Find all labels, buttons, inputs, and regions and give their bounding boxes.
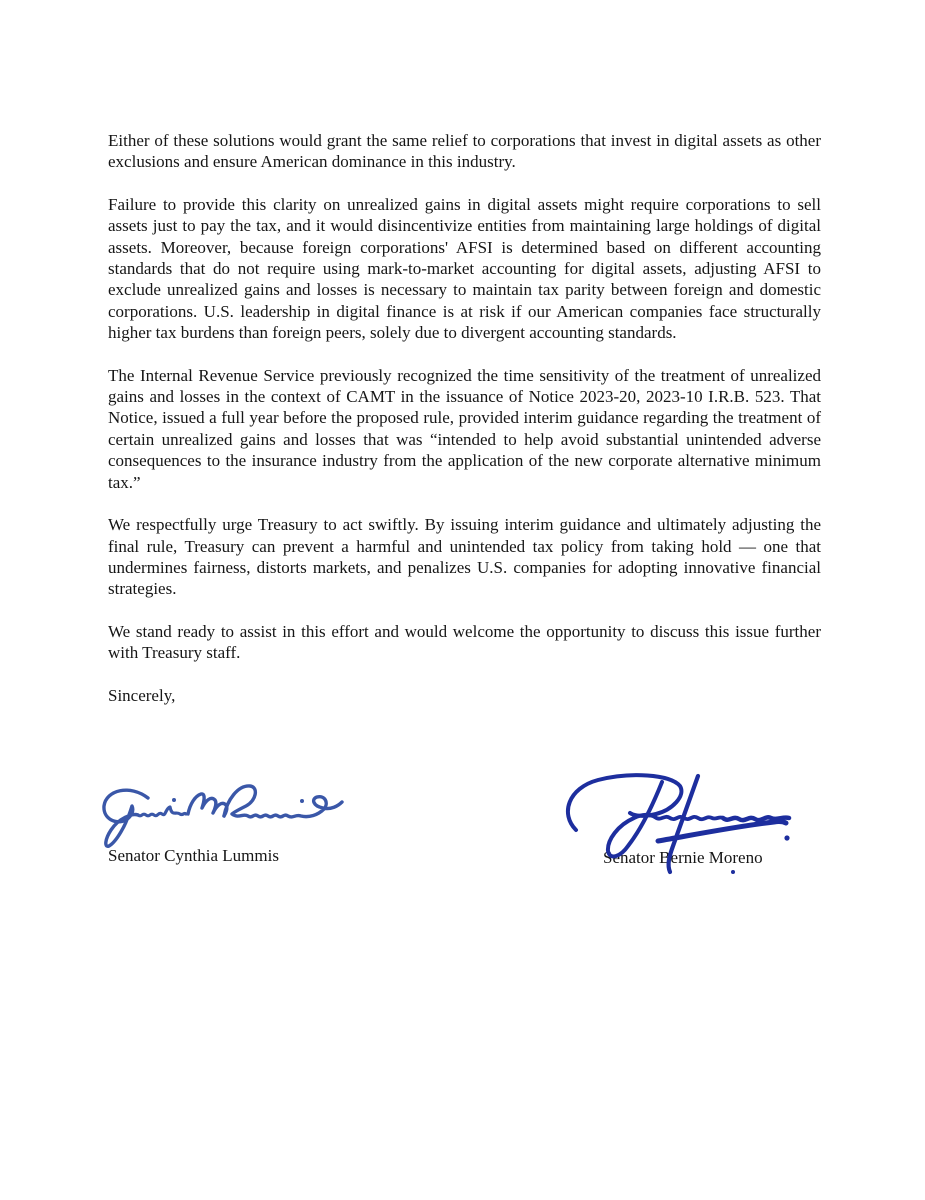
paragraph-4: We respectfully urge Treasury to act swiftly. By issuing interim guidance and ultimately adjusting the final rule, Treasury can prevent a harmful and unintended tax policy from taking hold — one that undermines fairness, distorts markets, and penalizes U.S. companies for adopting innovative financial strategies. xyxy=(108,515,821,599)
signature-block-lummis xyxy=(96,772,348,868)
lummis-i-dot-1 xyxy=(172,798,176,802)
moreno-dot-bottom xyxy=(731,870,735,874)
paragraph-2: Failure to provide this clarity on unrealized gains in digital assets might require corporations to sell assets just to pay the tax, and it would disincentivize entities from maintaining large holdings of digital assets. Moreover, because foreign corporations' AFSI is determined based on different accounting standards that do not require using mark-to-market accounting for digital assets, adjusting AFSI to exclude unrealized gains and losses is necessary to maintain tax parity between foreign and domestic corporations. U.S. leadership in digital finance is at risk if our American companies face structurally higher tax burdens than foreign peers, solely due to divergent accounting standards. xyxy=(108,194,821,343)
lummis-i-dot-2 xyxy=(300,799,304,803)
moreno-stroke-b-loop xyxy=(568,775,681,830)
paragraph-1: Either of these solutions would grant the same relief to corporations that invest in digital assets as other exclusions and ensure American dominance in this industry. xyxy=(108,131,821,172)
signature-block-moreno xyxy=(558,768,848,880)
moreno-stroke-underline xyxy=(658,822,786,841)
moreno-dot-right xyxy=(784,835,789,840)
lummis-stroke-c xyxy=(104,790,148,846)
signatory-name-lummis: Senator Cynthia Lummis xyxy=(108,846,279,865)
moreno-stroke-b-stem xyxy=(608,782,662,856)
lummis-stroke-ynthia xyxy=(138,807,186,816)
moreno-stroke-ernie xyxy=(655,817,723,819)
lummis-stroke-ummis xyxy=(224,786,342,817)
paragraph-5: We stand ready to assist in this effort and would welcome the opportunity to discuss this issue further with Treasury staff. xyxy=(108,621,821,663)
letter-body xyxy=(108,130,821,706)
lummis-stroke-m xyxy=(188,794,227,816)
moreno-stroke-oreno xyxy=(723,817,789,820)
signatory-name-moreno: Senator Bernie Moreno xyxy=(603,848,763,867)
closing-salutation: Sincerely, xyxy=(108,685,176,705)
paragraph-3: The Internal Revenue Service previously recognized the time sensitivity of the treatment of unrealized gains and losses in the context of CAMT in the issuance of Notice 2023-20, 2023-10 I.R.B. 523. That Notice, issued a full year before the proposed rule, provided interim guidance regarding the treatment of certain unrealized gains and losses that was “intended to help avoid substantial unintended adverse consequences to the insurance industry from the application of the new corporate alternative minimum tax.” xyxy=(108,365,821,492)
